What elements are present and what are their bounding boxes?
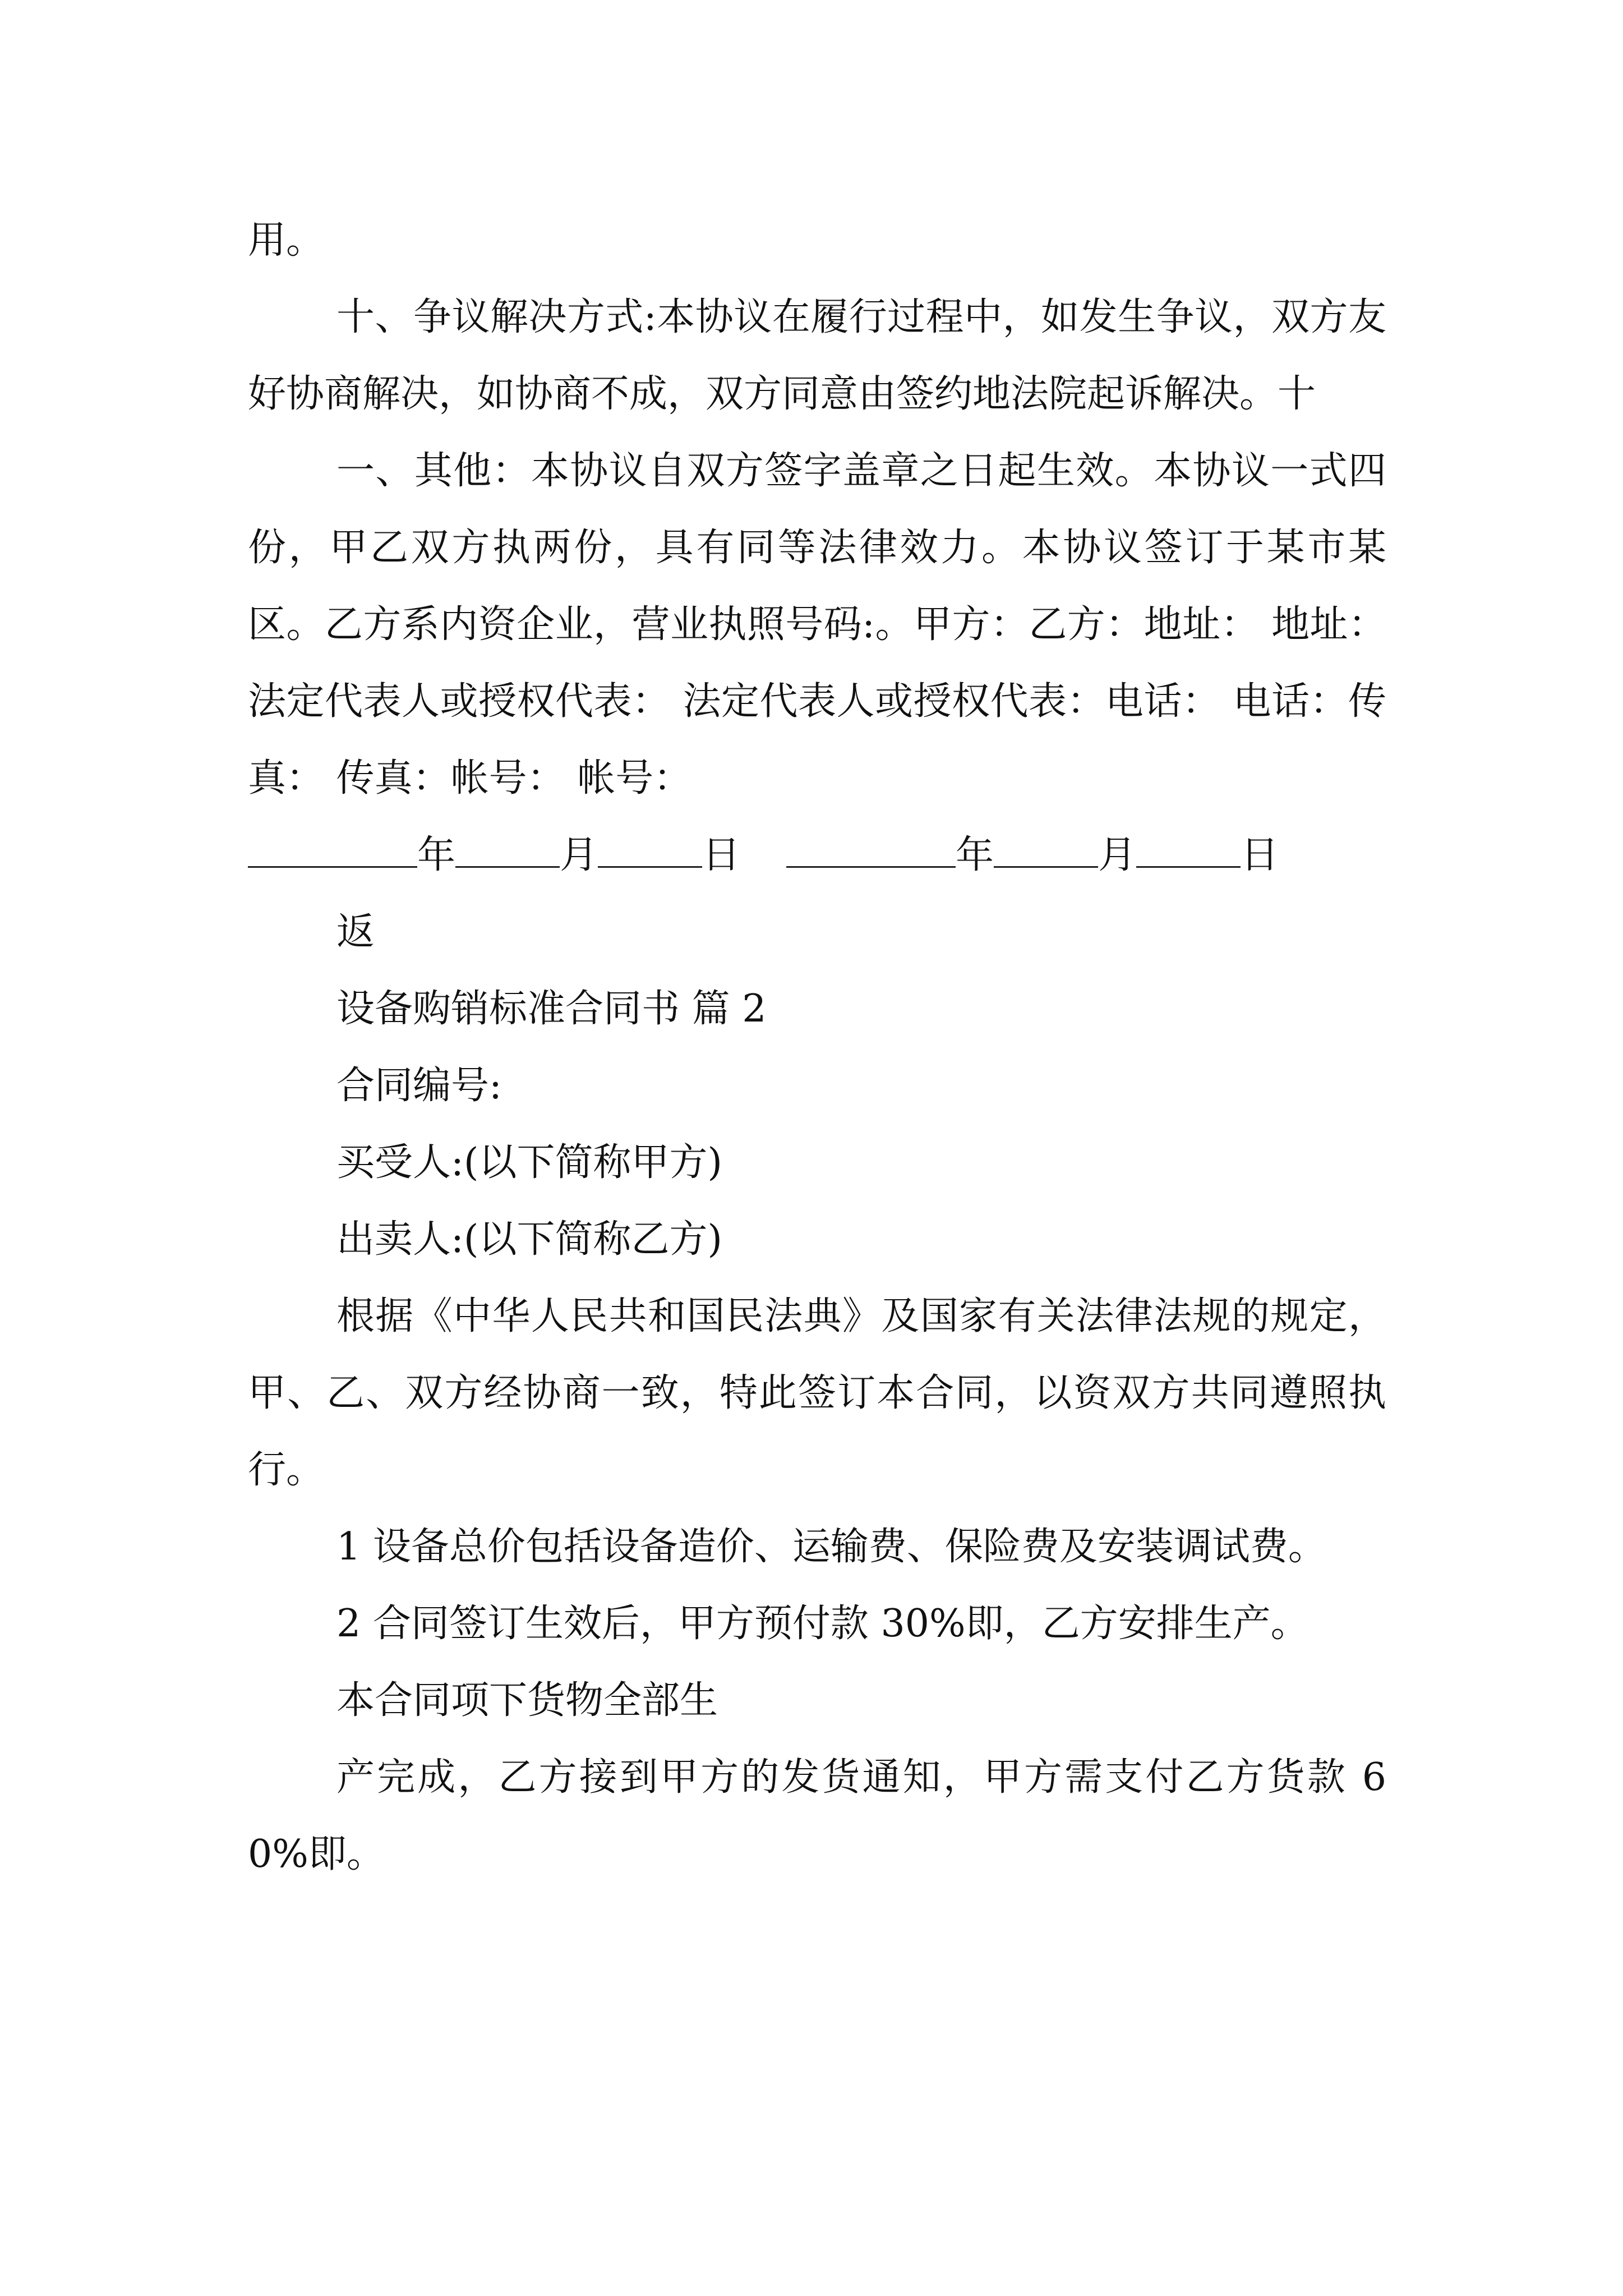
year-blank <box>248 844 417 868</box>
day-label: 日 <box>1241 833 1279 877</box>
month-label: 月 <box>1098 833 1137 877</box>
clause-2-prepayment: 2 合同签订生效后，甲方预付款 30%即，乙方安排生产。 <box>336 1602 1309 1646</box>
day-blank <box>1136 844 1241 868</box>
paragraph-continuation: 用。 <box>248 218 325 263</box>
month-blank <box>994 844 1098 868</box>
seller-field: 出卖人:(以下简称乙方) <box>336 1217 722 1262</box>
year-label: 年 <box>417 833 456 877</box>
signature-date-line <box>248 817 1386 894</box>
section-title: 设备购销标准合同书 篇 2 <box>336 987 767 1031</box>
month-blank <box>455 844 560 868</box>
return-link[interactable]: 返 <box>336 910 375 954</box>
clause-2-delivery-payment: 产完成，乙方接到甲方的发货通知，甲方需支付乙方货款 60%即。 <box>248 1755 1386 1876</box>
day-label: 日 <box>702 833 741 877</box>
paragraph-dispute-resolution: 十、争议解决方式:本协议在履行过程中，如发生争议，双方友好协商解决，如协商不成，双方同意由签约地法院起诉解决。十 <box>248 295 1386 416</box>
document-body <box>248 202 1386 1893</box>
party-a-date <box>248 817 740 894</box>
paragraph-legal-basis: 根据《中华人民共和国民法典》及国家有关法律法规的规定，甲、乙、双方经协商一致，特此签订本合同，以资双方共同遵照执行。 <box>248 1294 1386 1492</box>
month-label: 月 <box>560 833 598 877</box>
year-label: 年 <box>956 833 994 877</box>
paragraph-other-terms: 一、其他：本协议自双方签字盖章之日起生效。本协议一式四份，甲乙双方执两份，具有同等法律效力。本协议签订于某市某区。乙方系内资企业，营业执照号码:。甲方：乙方：地址： 地址：法定代表人或授权代表： 法定代表人或授权代表：电话： 电话：传真： 传真：帐号： 帐号： <box>248 449 1386 800</box>
buyer-field: 买受人:(以下简称甲方) <box>336 1140 722 1185</box>
party-b-date <box>786 817 1279 894</box>
clause-1-total-price: 1 设备总价包括设备造价、运输费、保险费及安装调试费。 <box>336 1525 1326 1569</box>
contract-number-field: 合同编号: <box>336 1064 502 1108</box>
day-blank <box>598 844 702 868</box>
clause-2-continued: 本合同项下货物全部生 <box>336 1678 718 1723</box>
year-blank <box>786 844 956 868</box>
